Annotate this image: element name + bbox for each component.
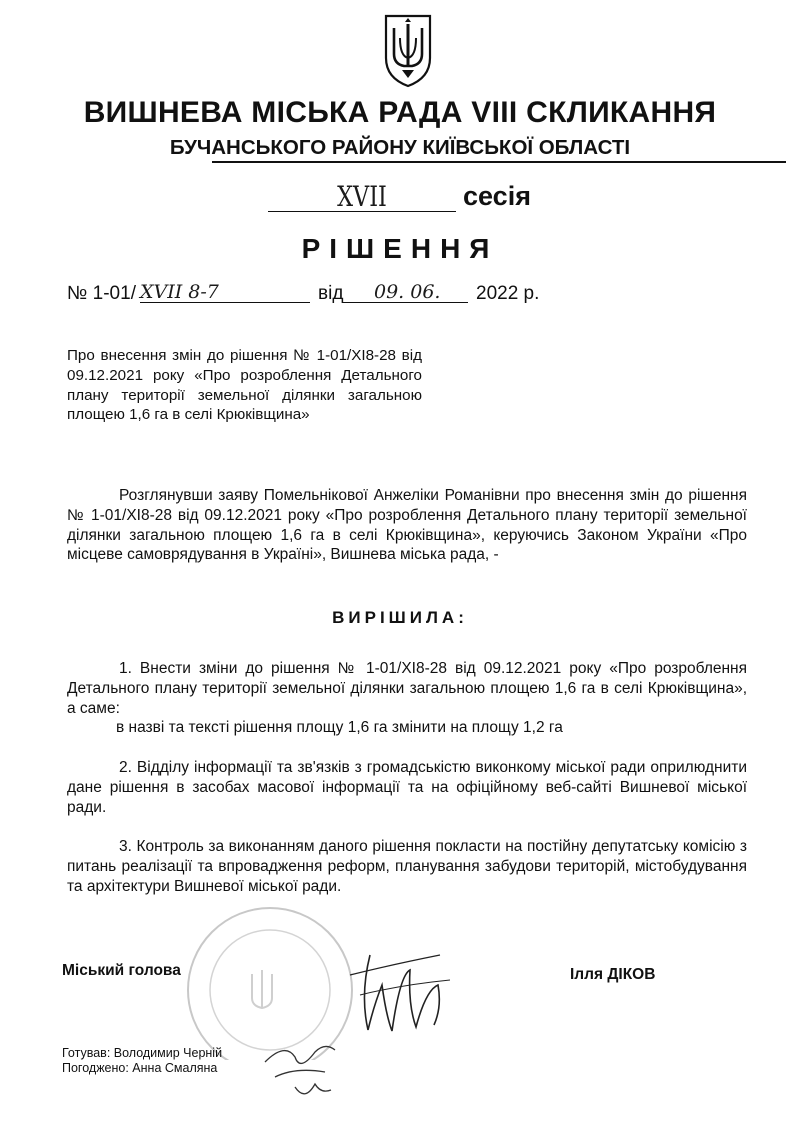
- session-label: сесія: [463, 181, 531, 211]
- coat-of-arms-icon: [384, 14, 432, 88]
- item-3: 3. Контроль за виконанням даного рішення покласти на постійну депутатську комісію з питань реалізації та впровадження реформ, планування забудови територій, містобудування та архітектури Вишневої міської ради.: [67, 838, 747, 895]
- decision-date-handwritten: 09. 06.: [374, 281, 441, 303]
- item-1: 1. Внести зміни до рішення № 1-01/XI8-28 від 09.12.2021 року «Про розроблення Детального плану території земельної ділянки загальною площею 1,6 га в селі Крюківщина», а саме:: [67, 660, 747, 717]
- signatory-name: Ілля ДІКОВ: [570, 966, 656, 983]
- decision-year: 2022 р.: [476, 283, 540, 304]
- preamble-paragraph: Розглянувши заяву Помельнікової Анжеліки Романівни про внесення змін до рішення № 1-01/XI8-28 від 09.12.2021 року «Про розроблення Детального плану території земельної ділянки загальною площею 1,6 га в селі Крюківщина», керуючись Законом України «Про місцеве самоврядування в Україні», Вишнева міська рада, -: [67, 487, 747, 564]
- agreed-by: Погоджено: Анна Смаляна: [62, 1061, 218, 1075]
- signature-position: Міський голова: [62, 962, 181, 979]
- document-title: РІШЕННЯ: [301, 233, 499, 264]
- prepared-by: Готував: Володимир Черній: [62, 1046, 223, 1060]
- signature-scribble-icon: [330, 935, 470, 1045]
- header-divider: [212, 161, 786, 163]
- decision-date-underline: [343, 302, 468, 303]
- item-2: 2. Відділу інформації та зв'язків з громадськістю виконкому міської ради оприлюднити дане рішення в засобах масової інформації та на офіційному веб-сайті Вишневої міської ради.: [67, 759, 747, 816]
- approval-scribble-icon: [255, 1032, 345, 1107]
- date-prefix: від: [318, 283, 344, 304]
- item-1-detail: в назві та тексті рішення площу 1,6 га змінити на площу 1,2 га: [116, 719, 563, 736]
- decision-number-prefix: № 1-01/: [67, 283, 136, 304]
- session-number: XVII: [337, 180, 387, 213]
- session-number-underline: [268, 211, 456, 212]
- decided-heading: ВИРІШИЛА:: [332, 608, 468, 627]
- decision-number-handwritten: XVII 8-7: [140, 281, 219, 303]
- decision-number-underline: [140, 302, 310, 303]
- decision-subject: Про внесення змін до рішення № 1-01/XI8-28 від 09.12.2021 року «Про розроблення Детального плану території земельної ділянки загальною площею 1,6 га в селі Крюківщина»: [67, 347, 422, 424]
- council-name: ВИШНЕВА МІСЬКА РАДА VIII СКЛИКАННЯ: [83, 96, 717, 129]
- district-name: БУЧАНСЬКОГО РАЙОНУ КИЇВСЬКОЇ ОБЛАСТІ: [169, 136, 631, 159]
